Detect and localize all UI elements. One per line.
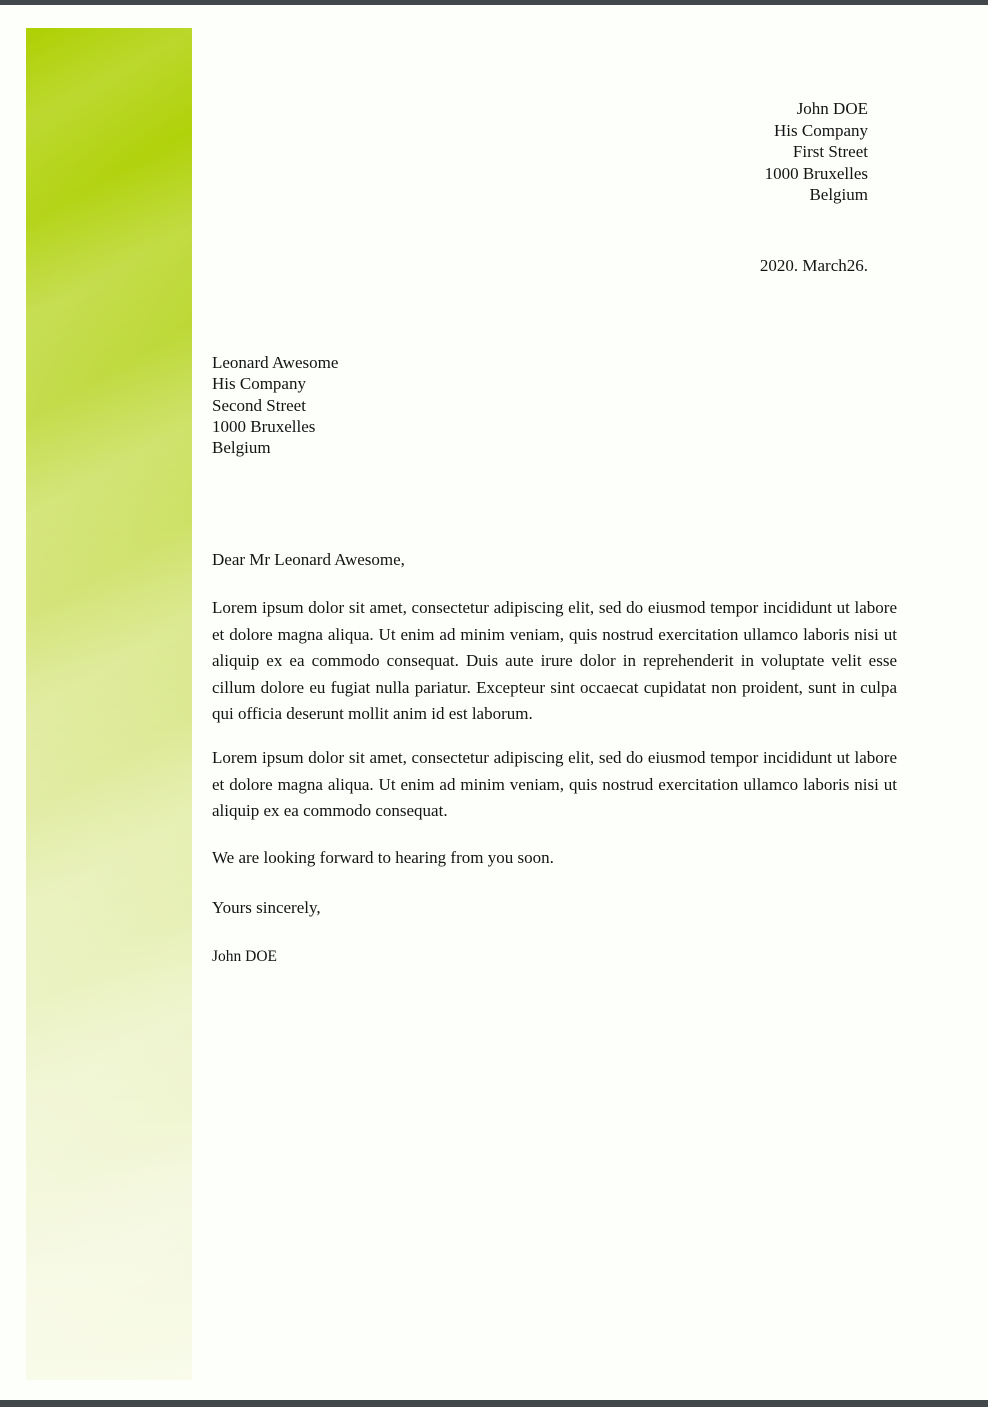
recipient-name: Leonard Awesome: [212, 353, 339, 372]
sender-street: First Street: [792, 142, 868, 162]
page-top-edge: [0, 0, 988, 5]
recipient-company: His Company: [212, 374, 306, 394]
body-paragraph-2: Lorem ipsum dolor sit amet, consectetur adipiscing elit, sed do eiusmod tempor incididunt ut labore et dolore magna aliqua. Ut enim ad minim veniam, quis nostrud exercitation ullamco laboris nisi ut aliquip ex ea commodo consequat.: [212, 748, 897, 821]
recipient-city: 1000 Bruxelles: [212, 416, 316, 436]
sender-city: 1000 Bruxelles: [764, 163, 868, 183]
signature-name: John DOE: [212, 948, 278, 965]
valediction: Yours sincerely,: [212, 898, 321, 917]
recipient-address-block: [212, 352, 338, 458]
page-bottom-edge: [0, 1400, 988, 1407]
recipient-street: Second Street: [212, 395, 306, 415]
body-paragraph-1: Lorem ipsum dolor sit amet, consectetur adipiscing elit, sed do eiusmod tempor incididunt ut labore et dolore magna aliqua. Ut enim ad minim veniam, quis nostrud exercitation ullamco laboris nisi ut aliquip ex ea commodo consequat. Duis aute irure dolor in reprehenderit in voluptate velit esse cillum dolore eu fugiat nulla pariatur. Excepteur sint occaecat cupidatat non proident, sunt in culpa qui officia deserunt mollit anim id est laborum.: [212, 598, 897, 724]
sender-company: His Company: [774, 120, 868, 140]
letter-date: 2020. March26.: [759, 256, 868, 275]
sender-name: John DOE: [796, 99, 868, 118]
sender-country: Belgium: [809, 185, 868, 205]
sender-address-block: [765, 98, 868, 206]
closing-line: We are looking forward to hearing from you soon.: [212, 848, 554, 867]
salutation: Dear Mr Leonard Awesome,: [212, 550, 405, 569]
recipient-country: Belgium: [212, 438, 271, 458]
green-gradient-sidebar: [26, 28, 192, 1380]
